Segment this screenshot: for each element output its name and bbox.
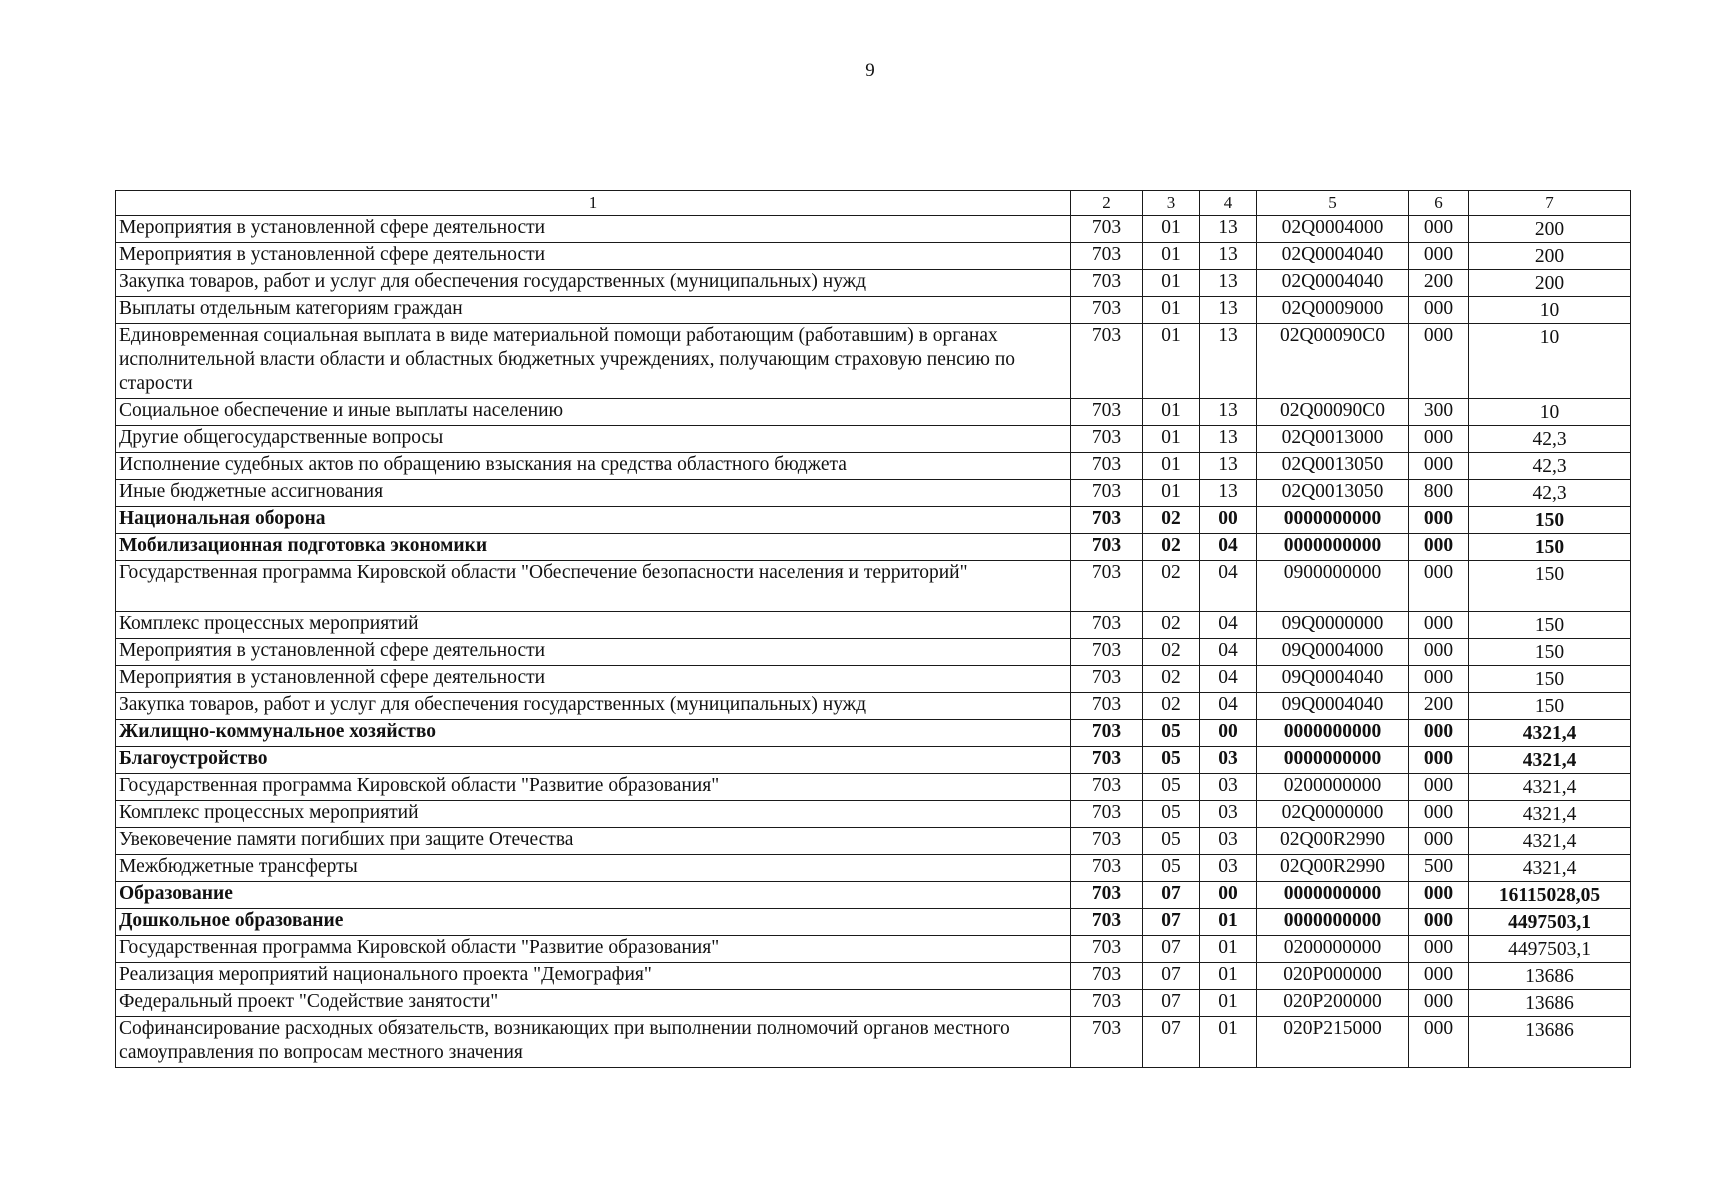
row-section-cell: 07 [1143, 963, 1200, 990]
row-amount-cell: 4321,4 [1469, 774, 1631, 801]
row-section-cell: 01 [1143, 480, 1200, 507]
row-code-cell: 703 [1071, 243, 1143, 270]
row-type-cell: 000 [1409, 666, 1469, 693]
table-row [116, 399, 1631, 426]
row-target-cell: 02Q00090C0 [1257, 399, 1409, 426]
table-row [116, 693, 1631, 720]
row-type-cell: 200 [1409, 270, 1469, 297]
row-name-cell: Государственная программа Кировской области "Развитие образования" [116, 936, 1071, 963]
row-name-cell: Федеральный проект "Содействие занятости" [116, 990, 1071, 1017]
row-amount-cell: 150 [1469, 612, 1631, 639]
row-amount-cell: 4497503,1 [1469, 936, 1631, 963]
row-target-cell: 0200000000 [1257, 774, 1409, 801]
row-amount-cell: 13686 [1469, 963, 1631, 990]
row-section-cell: 02 [1143, 612, 1200, 639]
row-amount-cell: 150 [1469, 666, 1631, 693]
row-target-cell: 0000000000 [1257, 747, 1409, 774]
row-name-cell: Национальная оборона [116, 507, 1071, 534]
row-amount-cell: 13686 [1469, 990, 1631, 1017]
row-target-cell: 09Q0004000 [1257, 639, 1409, 666]
table-row [116, 561, 1631, 612]
table-row [116, 801, 1631, 828]
row-amount-cell: 10 [1469, 324, 1631, 399]
row-type-cell: 000 [1409, 639, 1469, 666]
row-subsection-cell: 13 [1200, 324, 1257, 399]
row-target-cell: 02Q00090C0 [1257, 324, 1409, 399]
row-code-cell: 703 [1071, 990, 1143, 1017]
header-cell: 4 [1200, 191, 1257, 216]
row-section-cell: 02 [1143, 534, 1200, 561]
row-name-cell: Межбюджетные трансферты [116, 855, 1071, 882]
table-row [116, 612, 1631, 639]
row-type-cell: 000 [1409, 534, 1469, 561]
row-code-cell: 703 [1071, 612, 1143, 639]
table-row [116, 270, 1631, 297]
table-row [116, 453, 1631, 480]
row-section-cell: 01 [1143, 453, 1200, 480]
row-target-cell: 0000000000 [1257, 534, 1409, 561]
row-code-cell: 703 [1071, 480, 1143, 507]
row-target-cell: 02Q0013050 [1257, 453, 1409, 480]
row-type-cell: 000 [1409, 828, 1469, 855]
row-type-cell: 000 [1409, 216, 1469, 243]
row-amount-cell: 42,3 [1469, 480, 1631, 507]
row-subsection-cell: 01 [1200, 990, 1257, 1017]
table-row [116, 534, 1631, 561]
table-row [116, 774, 1631, 801]
header-cell: 2 [1071, 191, 1143, 216]
row-subsection-cell: 04 [1200, 612, 1257, 639]
row-section-cell: 07 [1143, 990, 1200, 1017]
row-name-cell: Другие общегосударственные вопросы [116, 426, 1071, 453]
row-section-cell: 05 [1143, 747, 1200, 774]
table-row [116, 639, 1631, 666]
row-section-cell: 01 [1143, 399, 1200, 426]
row-target-cell: 0000000000 [1257, 909, 1409, 936]
table-row [116, 1017, 1631, 1068]
row-code-cell: 703 [1071, 216, 1143, 243]
row-name-cell: Дошкольное образование [116, 909, 1071, 936]
table-row [116, 666, 1631, 693]
row-section-cell: 02 [1143, 639, 1200, 666]
row-code-cell: 703 [1071, 561, 1143, 612]
table-row [116, 963, 1631, 990]
table-row [116, 936, 1631, 963]
row-target-cell: 02Q0004040 [1257, 243, 1409, 270]
row-target-cell: 0200000000 [1257, 936, 1409, 963]
table-row [116, 720, 1631, 747]
row-name-cell: Образование [116, 882, 1071, 909]
row-type-cell: 000 [1409, 507, 1469, 534]
table-row [116, 882, 1631, 909]
row-section-cell: 07 [1143, 1017, 1200, 1068]
table-row [116, 507, 1631, 534]
row-target-cell: 02Q0009000 [1257, 297, 1409, 324]
table-row [116, 216, 1631, 243]
row-subsection-cell: 03 [1200, 747, 1257, 774]
row-name-cell: Государственная программа Кировской области "Обеспечение безопасности населения и территорий" [116, 561, 1071, 612]
row-amount-cell: 4497503,1 [1469, 909, 1631, 936]
row-name-cell: Комплекс процессных мероприятий [116, 612, 1071, 639]
table-row [116, 324, 1631, 399]
budget-table [115, 190, 1631, 1068]
row-section-cell: 01 [1143, 324, 1200, 399]
row-amount-cell: 4321,4 [1469, 855, 1631, 882]
row-name-cell: Мероприятия в установленной сфере деятельности [116, 639, 1071, 666]
row-name-cell: Выплаты отдельным категориям граждан [116, 297, 1071, 324]
row-subsection-cell: 01 [1200, 963, 1257, 990]
table-row [116, 909, 1631, 936]
row-name-cell: Закупка товаров, работ и услуг для обеспечения государственных (муниципальных) нужд [116, 270, 1071, 297]
row-code-cell: 703 [1071, 693, 1143, 720]
row-subsection-cell: 13 [1200, 270, 1257, 297]
table-row [116, 243, 1631, 270]
header-cell: 6 [1409, 191, 1469, 216]
row-subsection-cell: 13 [1200, 243, 1257, 270]
row-code-cell: 703 [1071, 534, 1143, 561]
row-type-cell: 000 [1409, 612, 1469, 639]
row-section-cell: 05 [1143, 801, 1200, 828]
table-row [116, 855, 1631, 882]
row-subsection-cell: 04 [1200, 693, 1257, 720]
row-type-cell: 000 [1409, 747, 1469, 774]
row-target-cell: 02Q0004000 [1257, 216, 1409, 243]
row-subsection-cell: 13 [1200, 216, 1257, 243]
row-code-cell: 703 [1071, 324, 1143, 399]
row-code-cell: 703 [1071, 963, 1143, 990]
header-cell: 3 [1143, 191, 1200, 216]
row-amount-cell: 10 [1469, 297, 1631, 324]
table-row [116, 747, 1631, 774]
row-code-cell: 703 [1071, 297, 1143, 324]
row-type-cell: 000 [1409, 990, 1469, 1017]
row-type-cell: 000 [1409, 774, 1469, 801]
row-amount-cell: 42,3 [1469, 426, 1631, 453]
row-target-cell: 020P215000 [1257, 1017, 1409, 1068]
header-cell: 5 [1257, 191, 1409, 216]
row-subsection-cell: 13 [1200, 480, 1257, 507]
row-section-cell: 01 [1143, 297, 1200, 324]
row-amount-cell: 200 [1469, 216, 1631, 243]
row-subsection-cell: 01 [1200, 1017, 1257, 1068]
row-amount-cell: 200 [1469, 243, 1631, 270]
row-code-cell: 703 [1071, 801, 1143, 828]
row-section-cell: 01 [1143, 270, 1200, 297]
row-amount-cell: 4321,4 [1469, 801, 1631, 828]
row-subsection-cell: 03 [1200, 828, 1257, 855]
row-name-cell: Государственная программа Кировской области "Развитие образования" [116, 774, 1071, 801]
row-amount-cell: 150 [1469, 561, 1631, 612]
row-type-cell: 200 [1409, 693, 1469, 720]
row-subsection-cell: 03 [1200, 774, 1257, 801]
row-section-cell: 07 [1143, 936, 1200, 963]
row-target-cell: 02Q0004040 [1257, 270, 1409, 297]
row-subsection-cell: 04 [1200, 561, 1257, 612]
row-target-cell: 0000000000 [1257, 882, 1409, 909]
row-code-cell: 703 [1071, 453, 1143, 480]
row-type-cell: 000 [1409, 453, 1469, 480]
row-code-cell: 703 [1071, 909, 1143, 936]
row-code-cell: 703 [1071, 270, 1143, 297]
row-type-cell: 000 [1409, 909, 1469, 936]
row-type-cell: 000 [1409, 324, 1469, 399]
row-subsection-cell: 13 [1200, 297, 1257, 324]
row-subsection-cell: 00 [1200, 882, 1257, 909]
row-code-cell: 703 [1071, 882, 1143, 909]
row-type-cell: 000 [1409, 243, 1469, 270]
row-target-cell: 02Q00R2990 [1257, 828, 1409, 855]
row-name-cell: Мероприятия в установленной сфере деятельности [116, 216, 1071, 243]
row-target-cell: 09Q0000000 [1257, 612, 1409, 639]
row-target-cell: 0000000000 [1257, 507, 1409, 534]
header-row [116, 191, 1631, 216]
row-section-cell: 02 [1143, 561, 1200, 612]
row-name-cell: Мобилизационная подготовка экономики [116, 534, 1071, 561]
row-type-cell: 000 [1409, 882, 1469, 909]
row-subsection-cell: 03 [1200, 855, 1257, 882]
row-amount-cell: 150 [1469, 507, 1631, 534]
row-subsection-cell: 00 [1200, 720, 1257, 747]
table-row [116, 426, 1631, 453]
table-row [116, 828, 1631, 855]
row-section-cell: 07 [1143, 909, 1200, 936]
row-target-cell: 02Q0013000 [1257, 426, 1409, 453]
row-type-cell: 000 [1409, 426, 1469, 453]
row-name-cell: Благоустройство [116, 747, 1071, 774]
header-cell: 7 [1469, 191, 1631, 216]
row-section-cell: 01 [1143, 243, 1200, 270]
row-amount-cell: 42,3 [1469, 453, 1631, 480]
row-type-cell: 000 [1409, 297, 1469, 324]
row-code-cell: 703 [1071, 828, 1143, 855]
row-code-cell: 703 [1071, 855, 1143, 882]
row-amount-cell: 4321,4 [1469, 747, 1631, 774]
row-code-cell: 703 [1071, 507, 1143, 534]
row-target-cell: 0000000000 [1257, 720, 1409, 747]
row-amount-cell: 4321,4 [1469, 720, 1631, 747]
row-section-cell: 02 [1143, 693, 1200, 720]
row-target-cell: 02Q0013050 [1257, 480, 1409, 507]
row-name-cell: Единовременная социальная выплата в виде материальной помощи работающим (работавшим) в органах исполнительной власти области и областных бюджетных учреждениях, получающим страховую пенсию по старости [116, 324, 1071, 399]
row-subsection-cell: 04 [1200, 666, 1257, 693]
row-amount-cell: 4321,4 [1469, 828, 1631, 855]
row-section-cell: 02 [1143, 666, 1200, 693]
row-target-cell: 0900000000 [1257, 561, 1409, 612]
row-subsection-cell: 04 [1200, 639, 1257, 666]
page-number: 9 [865, 60, 875, 81]
row-section-cell: 05 [1143, 828, 1200, 855]
header-cell: 1 [116, 191, 1071, 216]
row-name-cell: Софинансирование расходных обязательств, возникающих при выполнении полномочий органов местного самоуправления по вопросам местного значения [116, 1017, 1071, 1068]
row-section-cell: 05 [1143, 774, 1200, 801]
row-amount-cell: 200 [1469, 270, 1631, 297]
row-target-cell: 09Q0004040 [1257, 666, 1409, 693]
row-type-cell: 000 [1409, 963, 1469, 990]
row-type-cell: 800 [1409, 480, 1469, 507]
table-row [116, 297, 1631, 324]
row-code-cell: 703 [1071, 639, 1143, 666]
row-amount-cell: 16115028,05 [1469, 882, 1631, 909]
row-name-cell: Мероприятия в установленной сфере деятельности [116, 666, 1071, 693]
row-amount-cell: 150 [1469, 693, 1631, 720]
row-subsection-cell: 00 [1200, 507, 1257, 534]
row-subsection-cell: 03 [1200, 801, 1257, 828]
row-amount-cell: 150 [1469, 639, 1631, 666]
row-target-cell: 020P200000 [1257, 990, 1409, 1017]
row-subsection-cell: 01 [1200, 909, 1257, 936]
row-name-cell: Закупка товаров, работ и услуг для обеспечения государственных (муниципальных) нужд [116, 693, 1071, 720]
row-code-cell: 703 [1071, 426, 1143, 453]
row-subsection-cell: 04 [1200, 534, 1257, 561]
row-subsection-cell: 13 [1200, 453, 1257, 480]
row-type-cell: 500 [1409, 855, 1469, 882]
table-row [116, 480, 1631, 507]
row-target-cell: 02Q0000000 [1257, 801, 1409, 828]
row-code-cell: 703 [1071, 774, 1143, 801]
row-code-cell: 703 [1071, 936, 1143, 963]
table-body [116, 191, 1631, 1068]
row-amount-cell: 13686 [1469, 1017, 1631, 1068]
row-amount-cell: 150 [1469, 534, 1631, 561]
row-name-cell: Комплекс процессных мероприятий [116, 801, 1071, 828]
row-amount-cell: 10 [1469, 399, 1631, 426]
row-name-cell: Мероприятия в установленной сфере деятельности [116, 243, 1071, 270]
row-target-cell: 09Q0004040 [1257, 693, 1409, 720]
row-type-cell: 300 [1409, 399, 1469, 426]
row-subsection-cell: 01 [1200, 936, 1257, 963]
row-name-cell: Социальное обеспечение и иные выплаты населению [116, 399, 1071, 426]
row-name-cell: Иные бюджетные ассигнования [116, 480, 1071, 507]
row-name-cell: Увековечение памяти погибших при защите Отечества [116, 828, 1071, 855]
row-type-cell: 000 [1409, 561, 1469, 612]
row-name-cell: Жилищно-коммунальное хозяйство [116, 720, 1071, 747]
row-section-cell: 07 [1143, 882, 1200, 909]
row-subsection-cell: 13 [1200, 426, 1257, 453]
row-code-cell: 703 [1071, 399, 1143, 426]
row-section-cell: 01 [1143, 216, 1200, 243]
row-name-cell: Исполнение судебных актов по обращению взыскания на средства областного бюджета [116, 453, 1071, 480]
row-type-cell: 000 [1409, 936, 1469, 963]
row-type-cell: 000 [1409, 720, 1469, 747]
row-target-cell: 020P000000 [1257, 963, 1409, 990]
row-subsection-cell: 13 [1200, 399, 1257, 426]
row-code-cell: 703 [1071, 747, 1143, 774]
row-type-cell: 000 [1409, 801, 1469, 828]
row-code-cell: 703 [1071, 1017, 1143, 1068]
row-code-cell: 703 [1071, 720, 1143, 747]
row-target-cell: 02Q00R2990 [1257, 855, 1409, 882]
table-row [116, 990, 1631, 1017]
row-code-cell: 703 [1071, 666, 1143, 693]
row-type-cell: 000 [1409, 1017, 1469, 1068]
row-section-cell: 01 [1143, 426, 1200, 453]
row-section-cell: 05 [1143, 855, 1200, 882]
row-section-cell: 05 [1143, 720, 1200, 747]
row-section-cell: 02 [1143, 507, 1200, 534]
row-name-cell: Реализация мероприятий национального проекта "Демография" [116, 963, 1071, 990]
